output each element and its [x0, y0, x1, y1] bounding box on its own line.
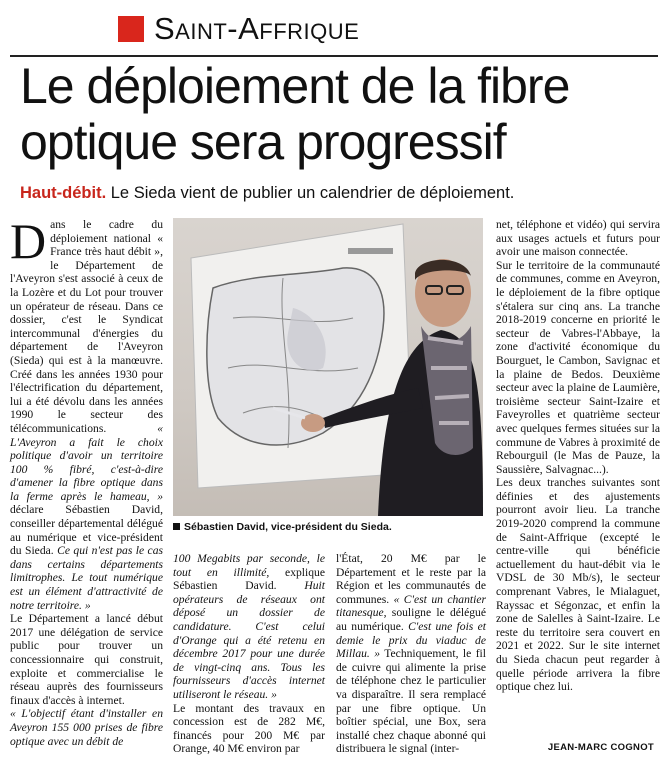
- paragraph: Le Département a lancé début 2017 une délégation de service public pour trouver un concessionnaire qui construit, exploite et commercialise le réseau auprès des fournisseurs finaux d'accès à internet.: [10, 612, 163, 707]
- caption-text: Sébastien David, vice-président du Sieda.: [184, 521, 392, 533]
- photo-illustration: [173, 218, 483, 516]
- quote-run: Huit opérateurs de réseaux ont déposé un dossier de candidature. C'est celui d'Orange qui a été retenu en décembre 2017 pour une durée de vingt-cinq ans. Tous les fournisseurs d'accès internet utiliseront le réseau. »: [173, 579, 325, 701]
- rubric-square-icon: [118, 16, 144, 42]
- caption-square-icon: [173, 523, 180, 530]
- quote-run: 100 Megabits par seconde, le tout en illimité,: [173, 552, 325, 579]
- article-column-2: [173, 552, 325, 756]
- paragraph: [336, 552, 486, 756]
- quote-run: C'est une fois et demie le prix du viaduc de Millau. »: [336, 619, 486, 661]
- text-run: l'État, 20 M€ par le Département et le reste par la Région et les communautés de communes.: [336, 552, 486, 606]
- paragraph: Sur le territoire de la communauté de communes, comme en Aveyron, le déploiement de la fibre optique s'étalera sur cinq ans. La tranche 2018-2019 concerne en priorité le secteur de Vabres-l'Abbaye, la zone d'activité économique du Bourguet, le Cambon, Savignac et la plaine de Bedos. Deuxième secteur avec la plaine de Laumière, troisième secteur Saint-Izaire et Faveyrolles et quatrième secteur avec quelques fermes situées sur la commune de Vabres à proximité de Rebourguil (le Mas de Pauze, la Saussière, Salvagnac...).: [496, 258, 660, 476]
- quote-run: « C'est un chantier titanesque,: [336, 592, 486, 620]
- deck-kicker: Haut-débit.: [20, 184, 107, 202]
- headline: Le déploiement de la fibre optique sera progressif: [20, 58, 570, 170]
- deck-text: Le Sieda vient de publier un calendrier de déploiement.: [106, 184, 515, 202]
- quote-run: Ce qui n'est pas le cas dans certains départements limitrophes. Le tout numérique est un élément d'attractivité de notre territoire. »: [10, 544, 164, 612]
- article-photo: [173, 218, 483, 516]
- paragraph: « L'objectif étant d'installer en Aveyron 155 000 prises de fibre optique avec un débit de: [10, 707, 163, 748]
- paragraph: net, téléphone et vidéo) qui servira aux usages actuels et futurs pour avoir une maison connectée.: [496, 218, 660, 259]
- rubric-title: Saint-Affrique: [154, 11, 360, 46]
- section-rubric: [118, 10, 359, 48]
- byline: JEAN-MARC COGNOT: [547, 742, 654, 753]
- quote-run: « L'Aveyron a fait le choix politique d'avoir un territoire 100 % fibré, c'est-à-dire d'amener la fibre optique dans la ferme après le hameau, »: [10, 421, 163, 503]
- paragraph: [173, 552, 325, 702]
- paragraph: [10, 213, 164, 612]
- text-run: déclare Sébastien David, conseiller départemental délégué au numérique et vice-président du Sieda.: [10, 503, 163, 558]
- article-column-1: [10, 213, 164, 748]
- paragraph: Les deux tranches suivantes sont définies et des ajustements pourront avoir lieu. La tranche 2019-2020 comprend la commune de Saint-Affrique (excepté le centre-ville qui bénéficie actuellement du haut-débit via le VDSL de 30 Mb/s), le secteur comprenant Vabres, le Mialaguet, Rayssac et Ségonzac, et enfin la zone de Salelles à Saint-Izaire. Le reste du territoire sera couvert en 2021 et 2022. Sur le site internet du Sieda chacun peut regarder à quelle période arrivera la fibre optique chez lui.: [496, 476, 660, 694]
- header-rule: [10, 55, 658, 57]
- text-run: explique Sébastien David.: [173, 565, 325, 593]
- deck: [20, 184, 514, 203]
- article-column-4: [496, 218, 660, 694]
- paragraph: Le montant des travaux en concession est de 282 M€, financés pour 200 M€ par Orange, 40 M€ environ par: [173, 701, 325, 756]
- article-column-3: [336, 552, 486, 756]
- dropcap: D: [10, 213, 47, 269]
- photo-caption: [173, 521, 483, 533]
- text-run: ans le cadre du déploiement national « France très haut débit », le Département de l'Aveyron s'est associé à ceux de la Lozère et du Lot pour trouver un opérateur de réseau. Dans ce dossier, c'est le Syndicat intercommunal d'énergies du département de l'Aveyron (Sieda) qui est à la manœuvre. Créé dans les années 1930 pour l'électrification du département, lui a été dévolu dans les années 1990 le secteur des télécommunications.: [10, 218, 163, 435]
- text-run: Techniquement, le fil de cuivre qui alimente la prise de téléphone chez le particulier va disparaître. Il sera remplacé par une fibre optique. Un boîtier spécial, une Box, sera installé chez chaque abonné qui distribuera le signal (inter-: [336, 647, 486, 756]
- text-run: souligne le délégué au numérique.: [336, 606, 486, 633]
